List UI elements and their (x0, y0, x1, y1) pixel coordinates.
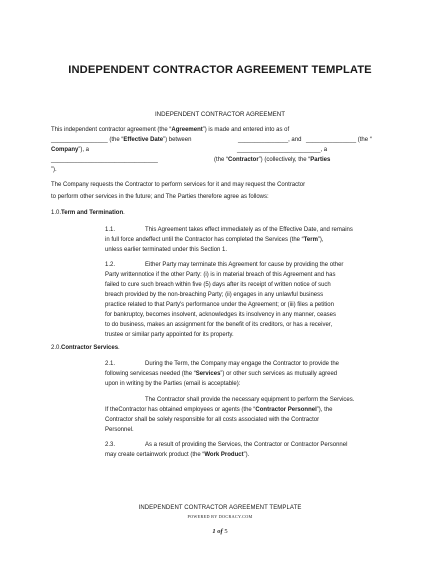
clause-1-1-line-1: This Agreement takes effect immediately as of the Effective Date, and remains (145, 227, 353, 233)
clause-text: in full force andeffect until the Contractor has completed the Services (the “ (105, 237, 304, 243)
clause-1-2-line-4: breach provided by the non-breaching Party; (ii) engages in any unlawful business (105, 292, 324, 298)
blank-field: _______________ (the “ (306, 137, 372, 143)
agreement-subtitle: INDEPENDENT CONTRACTOR AGREEMENT (154, 111, 286, 118)
section-1-heading (51, 210, 125, 216)
footer-title: INDEPENDENT CONTRACTOR AGREEMENT TEMPLATE (138, 505, 302, 511)
defined-term-term: Term (303, 237, 318, 243)
clause-1-1-line-2 (105, 237, 324, 243)
clause-number-2-1: 2.1. (105, 361, 116, 367)
intro-line-5: ”). (51, 167, 57, 173)
intro-text: _________________ (the “ (51, 137, 124, 143)
intro-text: (the “ (214, 157, 229, 163)
clause-2-1-line-3: upon in writing by the Parties (email is acceptable): (105, 381, 241, 387)
clause-1-2-line-8: trustee or similar party appointed for its property. (105, 332, 234, 338)
section-number: 2.0. (51, 345, 62, 351)
clause-2-3-line-1: As a result of providing the Services, the Contractor or Contractor Personnel (145, 442, 348, 448)
intro-text: , and (288, 137, 302, 143)
clause-text: ”), the (316, 407, 333, 413)
intro-text: ”) is made and entered into as of (202, 127, 290, 133)
blank-field: ________________________________ (51, 157, 158, 163)
defined-term-services: Services (195, 371, 221, 377)
clause-2-2-line-1: The Contractor shall provide the necessary equipment to perform the Services. (145, 397, 355, 403)
clause-text: If theContractor has obtained employees or agents (the “ (105, 407, 256, 413)
page-number (0, 528, 440, 535)
document-title: INDEPENDENT CONTRACTOR AGREEMENT TEMPLATE (68, 64, 372, 76)
clause-text: may create certainwork product (the “ (105, 452, 205, 458)
intro-text: ”), a (78, 147, 90, 153)
intro-line-6: The Company requests the Contractor to perform services for it and may request the Contractor (51, 182, 306, 188)
intro-text: ”) between (163, 137, 192, 143)
punctuation: . (118, 345, 120, 351)
blank-field: _________________________ (237, 147, 321, 153)
defined-term-work-product: Work Product (204, 452, 244, 458)
clause-1-2-line-2: Party writtennotice if the other Party: (i) is in material breach of this Agreement and has (105, 272, 336, 278)
intro-line-2 (51, 137, 191, 143)
page-of: of (217, 528, 223, 535)
clause-number-2-3: 2.3. (105, 442, 116, 448)
intro-text: This independent contractor agreement (the “ (51, 127, 172, 133)
defined-term-contractor: Contractor (228, 157, 259, 163)
defined-term-agreement: Agreement (171, 127, 203, 133)
intro-text: ”) (collectively, the “ (258, 157, 311, 163)
clause-1-2-line-5: practice related to that Party's performance under the Agreement; or (iii) files a petition (105, 302, 334, 308)
clause-2-1-line-1: During the Term, the Company may engage the Contractor to provide the (145, 361, 339, 367)
section-title: Term and Termination (61, 210, 124, 216)
page-total: 5 (224, 528, 228, 535)
clause-2-3-line-2 (105, 452, 249, 458)
intro-line-3-right (237, 147, 327, 153)
clause-text: ”) or other such services as mutually agreed (220, 371, 338, 377)
clause-text: ”). (243, 452, 250, 458)
clause-1-2-line-1: Either Party may terminate this Agreement for cause by providing the other (145, 262, 344, 268)
defined-term-company: Company (51, 147, 79, 153)
intro-line-2-right (238, 137, 301, 143)
clause-2-2-line-2 (105, 407, 332, 413)
intro-line-4-right (214, 157, 330, 163)
clause-1-1-line-3: unless earlier terminated under this Section 1. (105, 247, 228, 253)
clause-2-2-line-3: Contractor shall be solely responsible for all costs associated with the Contractor (105, 417, 320, 423)
clause-number-1-2: 1.2. (105, 262, 116, 268)
intro-text: , a (320, 147, 328, 153)
defined-term-parties: Parties (310, 157, 331, 163)
intro-line-1 (51, 127, 289, 133)
intro-line-4 (51, 157, 158, 163)
clause-1-2-line-3: failed to cure such breach within five (5) days after its receipt of written notice of such (105, 282, 331, 288)
clause-number-1-1: 1.1. (105, 227, 116, 233)
intro-line-7: to perform other services in the future; and The Parties therefore agree as follows: (51, 194, 269, 200)
page-current: 1 (212, 528, 216, 535)
section-title: Contractor Services (61, 345, 119, 351)
clause-1-2-line-7: to do business, makes an assignment for the benefit of its creditors, or has a receiver, (105, 322, 333, 328)
clause-2-2-line-4: Personnel. (105, 427, 134, 433)
section-number: 1.0. (51, 210, 62, 216)
intro-line-3 (51, 147, 89, 153)
punctuation: . (123, 210, 125, 216)
defined-term-contractor-personnel: Contractor Personnel (255, 407, 317, 413)
clause-1-2-line-6: for bankruptcy, becomes insolvent, acknowledges its insolvency in any manner, ceases (105, 312, 337, 318)
footer-powered-by: POWERED BY DOCRACY.COM (187, 514, 253, 519)
clause-2-1-line-2 (105, 371, 337, 377)
section-2-heading (51, 345, 120, 351)
defined-term-effective-date: Effective Date (123, 137, 164, 143)
intro-line-2-end (306, 137, 372, 143)
clause-text: ”), (317, 237, 324, 243)
clause-text: following servicesas needed (the “ (105, 371, 196, 377)
blank-field: _______________ (238, 137, 289, 143)
